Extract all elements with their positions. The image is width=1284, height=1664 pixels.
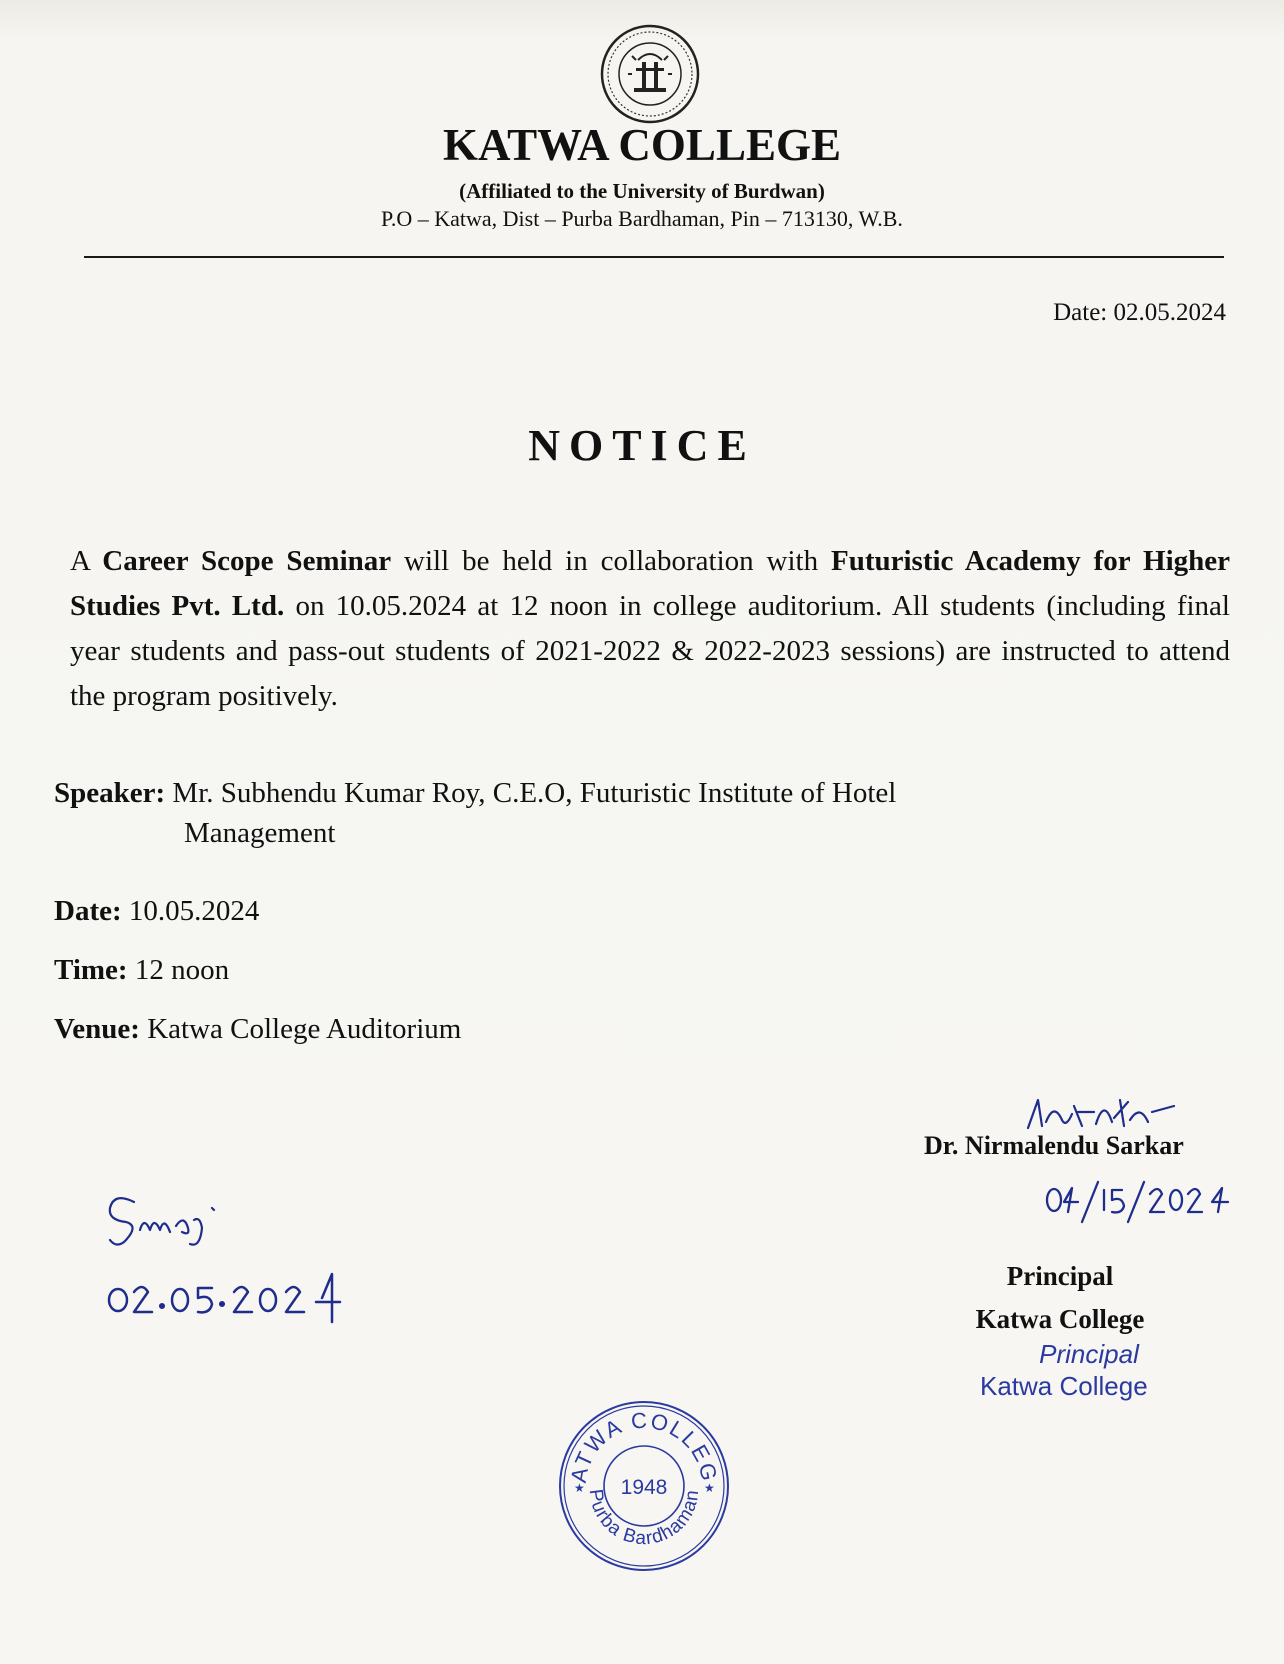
svg-text:KATWA COLLEGE (556, 1398, 722, 1485)
issue-date: Date: 02.05.2024 (1053, 299, 1226, 326)
principal-stamp-college: Katwa College (980, 1371, 1148, 1401)
affiliation-suffix: ) (817, 179, 825, 203)
principal-title: Principal (1006, 1261, 1114, 1291)
speaker-value-continued: Management (184, 817, 336, 849)
principal-college: Katwa College (975, 1304, 1145, 1334)
receiver-signature (104, 1186, 244, 1256)
seal-year: 1948 (620, 1476, 668, 1499)
event-venue-value: Katwa College Auditorium (139, 1013, 462, 1045)
principal-name: Dr. Nirmalendu Sarkar (924, 1131, 1184, 1160)
event-time-label: Time: (54, 954, 128, 986)
seal-top-text: ATWA COLLEG (565, 1407, 723, 1485)
seal-bottom-text: Purba Bardhaman (584, 1487, 704, 1550)
event-date-line (54, 892, 259, 930)
college-name: KATWA COLLEGE (442, 120, 841, 170)
college-seal-icon (556, 1398, 732, 1574)
event-date-value: 10.05.2024 (121, 895, 260, 927)
speaker-value: Mr. Subhendu Kumar Roy, C.E.O, Futuristic Institute of Hotel (165, 777, 897, 809)
principal-handwritten-date (1042, 1178, 1242, 1228)
notice-body (70, 539, 1230, 719)
college-address: P.O – Katwa, Dist – Purba Bardhaman, Pin – 713130, W.B. (381, 206, 903, 231)
seminar-name: Career Scope Seminar (102, 545, 392, 577)
event-venue-label: Venue: (54, 1013, 140, 1045)
speaker-line (54, 774, 1084, 812)
event-time-value: 12 noon (127, 954, 230, 986)
college-seal (556, 1398, 732, 1574)
body-details: on 10.05.2024 at 12 noon in college auditorium. All students (including final year students and pass-out students of 2021-2022 & 2022-2023 sessions) are instructed to attend the program positively. (70, 590, 1230, 712)
college-logo-icon (598, 22, 702, 126)
affiliation-prefix: (Affiliated to the (459, 179, 613, 203)
event-venue-line (54, 1010, 461, 1048)
body-intro: A (70, 545, 103, 577)
body-collab: will be held in collaboration with (391, 545, 831, 577)
receiver-handwritten-date (100, 1262, 360, 1332)
letterhead-divider (84, 256, 1224, 258)
affiliation-line (0, 178, 1284, 204)
event-date-label: Date: (54, 895, 122, 927)
principal-stamp-title: Principal (1039, 1339, 1139, 1369)
academy-name: Futuristic Academy for Higher Studies Pvt. Ltd. (70, 545, 1230, 622)
notice-title: NOTICE (528, 421, 756, 470)
seal-star-right-icon: ★ (704, 1481, 715, 1495)
affiliation-university: University of Burdwan (612, 179, 818, 203)
seal-star-left-icon: ★ (574, 1481, 585, 1495)
event-time-line (54, 951, 229, 989)
speaker-label: Speaker: (54, 777, 166, 809)
